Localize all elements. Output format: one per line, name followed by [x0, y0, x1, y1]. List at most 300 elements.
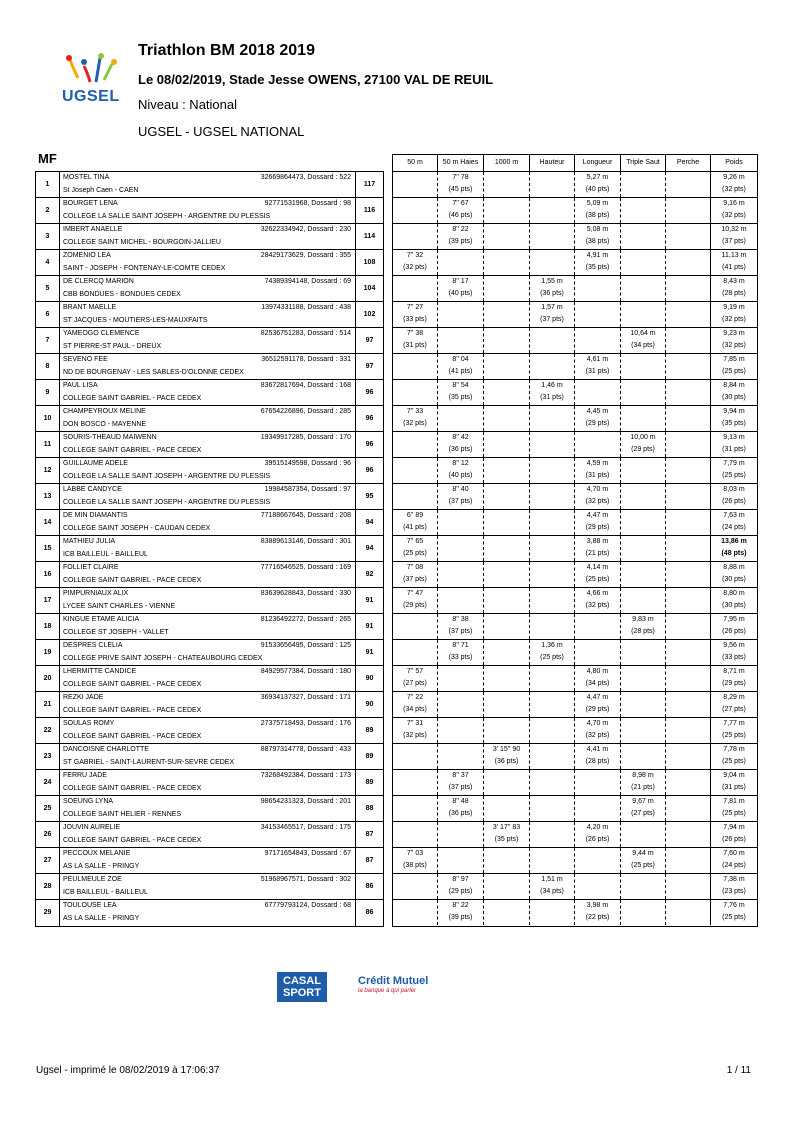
result-cell: [711, 380, 757, 405]
total-points: 91: [355, 614, 383, 640]
result-cell: [711, 224, 757, 249]
event-points: (45 pts): [448, 186, 473, 193]
event-points: (34 pts): [585, 680, 610, 687]
license-dossard: 19349917285, Dossard : 170: [260, 434, 351, 441]
result-cell: [666, 692, 711, 717]
result-cell: [575, 562, 621, 587]
athlete-row: [36, 328, 383, 354]
results-row: [393, 718, 757, 744]
rank-cell: 10: [36, 406, 60, 432]
result-cell: [484, 666, 530, 691]
result-cell: [621, 484, 666, 509]
result-cell: [666, 328, 711, 353]
license-dossard: 77716546525, Dossard : 169: [260, 564, 351, 571]
performance: 8,71 m: [723, 668, 745, 675]
athlete-name: SEVENO FEE: [63, 356, 108, 363]
result-cell: [575, 614, 621, 639]
result-cell: [393, 432, 438, 457]
result-cell: [530, 354, 575, 379]
result-cell: [666, 848, 711, 873]
result-cell: [621, 614, 666, 639]
event-points: (36 pts): [540, 290, 564, 297]
performance: 8'' 71: [452, 642, 469, 649]
result-cell: [666, 198, 711, 223]
event-points: (25 pts): [631, 862, 655, 869]
athlete-name: PIMPURNIAUX ALIX: [63, 590, 129, 597]
rank-cell: 29: [36, 900, 60, 926]
page-number: 1 / 11: [726, 1065, 751, 1076]
result-cell: [621, 406, 666, 431]
performance: 7,78 m: [723, 746, 745, 753]
result-cell: [621, 536, 666, 561]
result-cell: [484, 354, 530, 379]
event-points: (36 pts): [448, 810, 473, 817]
result-cell: [393, 900, 438, 925]
performance: 7'' 08: [406, 564, 424, 571]
school-name: COLLEGE SAINT GABRIEL - PACE CEDEX: [63, 577, 202, 584]
results-row: [393, 250, 757, 276]
result-cell: [530, 510, 575, 535]
result-cell: [621, 276, 666, 301]
performance: 3,88 m: [586, 538, 609, 545]
athlete-row: [36, 900, 383, 926]
result-cell: [530, 718, 575, 743]
event-points: (35 pts): [494, 836, 519, 843]
rank-cell: 25: [36, 796, 60, 822]
license-dossard: 98654231323, Dossard : 201: [260, 798, 351, 805]
event-points: (26 pts): [722, 836, 746, 843]
school-name: COLLEGE SAINT JOSEPH - CAUDAN CEDEX: [63, 525, 211, 532]
athlete-name: BOURGET LENA: [63, 200, 118, 207]
result-cell: [666, 224, 711, 249]
result-cell: [438, 874, 484, 899]
performance: 10,64 m: [630, 330, 656, 337]
result-cell: [621, 848, 666, 873]
performance: 7'' 47: [406, 590, 424, 597]
print-timestamp: Ugsel - imprimé le 08/02/2019 à 17:06:37: [36, 1065, 220, 1076]
result-cell: [484, 692, 530, 717]
results-row: [393, 172, 757, 198]
results-row: [393, 822, 757, 848]
result-cell: [393, 796, 438, 821]
performance: 4,41 m: [586, 746, 609, 753]
result-cell: [438, 666, 484, 691]
rank-cell: 28: [36, 874, 60, 900]
result-cell: [621, 562, 666, 587]
athlete-row: [36, 302, 383, 328]
results-row: [393, 302, 757, 328]
result-cell: [621, 354, 666, 379]
result-cell: [393, 588, 438, 613]
total-points: 108: [355, 250, 383, 276]
result-cell: [575, 640, 621, 665]
column-header: 50 m: [393, 155, 438, 171]
column-header: Poids: [725, 159, 743, 166]
result-cell: [484, 406, 530, 431]
column-header: Perche: [666, 155, 711, 171]
athlete-row: [36, 666, 383, 692]
performance: 9,83 m: [632, 616, 654, 623]
results-row: [393, 692, 757, 718]
athlete-name: FOLLIET CLAIRE: [63, 564, 119, 571]
result-cell: [484, 770, 530, 795]
event-points: (32 pts): [722, 186, 746, 193]
result-cell: [530, 536, 575, 561]
performance: 4,70 m: [586, 720, 609, 727]
event-points: (30 pts): [722, 394, 746, 401]
result-cell: [530, 172, 575, 197]
result-cell: [666, 406, 711, 431]
result-cell: [530, 562, 575, 587]
event-points: (31 pts): [585, 368, 610, 375]
license-dossard: 32622334942, Dossard : 230: [260, 226, 351, 233]
total-points: 89: [355, 744, 383, 770]
total-points: 90: [355, 692, 383, 718]
athlete-row: [36, 744, 383, 770]
school-name: ST JACQUES - MOUTIERS-LES-MAUXFAITS: [63, 317, 208, 324]
result-cell: [711, 432, 757, 457]
result-cell: [393, 718, 438, 743]
result-cell: [575, 432, 621, 457]
performance: 3' 17'' 83: [492, 824, 521, 831]
school-name: COLLEGE LA SALLE SAINT JOSEPH - ARGENTRE DU PLESSIS: [63, 473, 271, 480]
result-cell: [393, 770, 438, 795]
license-dossard: 82536751283, Dossard : 514: [260, 330, 351, 337]
result-cell: [711, 640, 757, 665]
license-dossard: 28429173629, Dossard : 355: [260, 252, 351, 259]
result-cell: [393, 822, 438, 847]
athlete-name: PAUL LISA: [63, 382, 98, 389]
event-points: (32 pts): [403, 264, 427, 271]
performance: 7,94 m: [723, 824, 745, 831]
result-cell: [666, 900, 711, 925]
result-cell: [530, 250, 575, 275]
result-cell: [438, 172, 484, 197]
school-name: COLLEGE SAINT GABRIEL - PACE CEDEX: [63, 447, 202, 454]
result-cell: [484, 432, 530, 457]
results-row: [393, 796, 757, 822]
result-cell: [711, 848, 757, 873]
event-points: (35 pts): [448, 394, 473, 401]
event-points: (25 pts): [722, 810, 746, 817]
event-points: (31 pts): [540, 394, 564, 401]
performance: 1,51 m: [541, 876, 563, 883]
column-header: Longueur: [575, 155, 621, 171]
result-cell: [711, 692, 757, 717]
athlete-name: ZOMENIO LEA: [63, 252, 111, 259]
result-cell: [666, 744, 711, 769]
total-points: 97: [355, 328, 383, 354]
result-cell: [393, 874, 438, 899]
event-points: (25 pts): [540, 654, 564, 661]
license-dossard: 27375718493, Dossard : 176: [260, 720, 351, 727]
school-name: SAINT - JOSEPH - FONTENAY-LE-COMTE CEDEX: [63, 265, 226, 272]
result-cell: [621, 224, 666, 249]
result-cell: [438, 640, 484, 665]
performance: 8'' 22: [452, 226, 469, 233]
event-points: (29 pts): [448, 888, 473, 895]
athlete-name: MOSTEL TINA: [63, 174, 110, 181]
results-header-row: [393, 155, 757, 172]
total-points: 91: [355, 640, 383, 666]
event-points: (22 pts): [585, 914, 610, 921]
result-cell: [575, 848, 621, 873]
result-cell: [438, 770, 484, 795]
performance: 4,14 m: [586, 564, 609, 571]
results-row: [393, 406, 757, 432]
result-cell: [393, 484, 438, 509]
result-cell: [711, 562, 757, 587]
total-points: 91: [355, 588, 383, 614]
event-points: (23 pts): [722, 888, 746, 895]
performance: 4,61 m: [586, 356, 609, 363]
school-name: CBB BONDUES - BONDUES CEDEX: [63, 291, 181, 298]
license-dossard: 83889613146, Dossard : 301: [260, 538, 351, 545]
event-points: (21 pts): [631, 784, 655, 791]
total-points: 96: [355, 432, 383, 458]
athlete-row: [36, 588, 383, 614]
performance: 8,80 m: [723, 590, 745, 597]
rank-cell: 15: [36, 536, 60, 562]
results-row: [393, 510, 757, 536]
athlete-name: LABBE CANDYCE: [63, 486, 122, 493]
result-cell: [530, 484, 575, 509]
result-cell: [711, 588, 757, 613]
result-cell: [621, 198, 666, 223]
event-points: (29 pts): [403, 602, 427, 609]
result-cell: [393, 198, 438, 223]
event-points: (35 pts): [722, 420, 746, 427]
rank-cell: 22: [36, 718, 60, 744]
performance: 9,16 m: [723, 200, 745, 207]
result-cell: [711, 250, 757, 275]
result-cell: [530, 588, 575, 613]
result-cell: [393, 562, 438, 587]
license-dossard: 81236492272, Dossard : 265: [260, 616, 351, 623]
license-dossard: 91533656495, Dossard : 125: [260, 642, 351, 649]
athlete-row: [36, 614, 383, 640]
result-cell: [575, 380, 621, 405]
organization: UGSEL - UGSEL NATIONAL: [138, 124, 305, 139]
total-points: 95: [355, 484, 383, 510]
athlete-row: [36, 276, 383, 302]
performance: 9,26 m: [723, 174, 745, 181]
athlete-row: [36, 354, 383, 380]
school-name: COLLEGE LA SALLE SAINT JOSEPH - ARGENTRE DU PLESSIS: [63, 213, 271, 220]
event-points: (32 pts): [403, 732, 427, 739]
performance: 4,66 m: [586, 590, 609, 597]
total-points: 89: [355, 718, 383, 744]
result-cell: [666, 380, 711, 405]
performance: 7'' 57: [406, 668, 424, 675]
performance: 7'' 67: [452, 200, 469, 207]
rank-cell: 20: [36, 666, 60, 692]
results-row: [393, 874, 757, 900]
athlete-name: FERRU JADE: [63, 772, 107, 779]
result-cell: [711, 718, 757, 743]
result-cell: [711, 822, 757, 847]
result-cell: [530, 770, 575, 795]
result-cell: [711, 458, 757, 483]
event-points: (37 pts): [448, 498, 473, 505]
event-points: (25 pts): [722, 368, 746, 375]
result-cell: [711, 796, 757, 821]
result-cell: [484, 276, 530, 301]
result-cell: [393, 640, 438, 665]
total-points: 97: [355, 354, 383, 380]
result-cell: [530, 900, 575, 925]
athlete-row: [36, 640, 383, 666]
athlete-name: LHERMITTE CANDICE: [63, 668, 137, 675]
result-cell: [575, 874, 621, 899]
performance: 8,88 m: [723, 564, 745, 571]
casal-sport-logo: CASAL SPORT: [277, 972, 327, 1002]
performance: 7'' 31: [406, 720, 424, 727]
performance: 7,85 m: [723, 356, 745, 363]
total-points: 114: [355, 224, 383, 250]
result-cell: [621, 432, 666, 457]
result-cell: [621, 380, 666, 405]
school-name: ICB BAILLEUL - BAILLEUL: [63, 551, 148, 558]
performance: 8'' 17: [452, 278, 469, 285]
results-row: [393, 458, 757, 484]
athlete-row: [36, 406, 383, 432]
result-cell: [484, 198, 530, 223]
result-cell: [575, 692, 621, 717]
result-cell: [666, 458, 711, 483]
result-cell: [393, 614, 438, 639]
event-points: (25 pts): [722, 914, 746, 921]
performance: 8'' 38: [452, 616, 469, 623]
result-cell: [575, 276, 621, 301]
rank-cell: 16: [36, 562, 60, 588]
event-points: (40 pts): [585, 186, 610, 193]
result-cell: [530, 198, 575, 223]
athlete-row: [36, 718, 383, 744]
event-points: (41 pts): [722, 264, 746, 271]
result-cell: [484, 848, 530, 873]
performance: 7'' 38: [406, 330, 424, 337]
result-cell: [530, 744, 575, 769]
event-points: (37 pts): [722, 238, 746, 245]
athlete-row: [36, 848, 383, 874]
result-cell: [484, 380, 530, 405]
event-points: (39 pts): [448, 238, 473, 245]
rank-cell: 13: [36, 484, 60, 510]
total-points: 87: [355, 848, 383, 874]
event-points: (32 pts): [585, 732, 610, 739]
athlete-row: [36, 796, 383, 822]
result-cell: [530, 874, 575, 899]
performance: 9,19 m: [723, 304, 745, 311]
result-cell: [393, 250, 438, 275]
result-cell: [438, 848, 484, 873]
result-cell: [711, 198, 757, 223]
result-cell: [711, 406, 757, 431]
athletes-table: [35, 171, 384, 927]
performance: 4,59 m: [586, 460, 609, 467]
result-cell: [484, 588, 530, 613]
event-points: (31 pts): [585, 472, 610, 479]
athlete-name: BRANT MAELLE: [63, 304, 117, 311]
event-points: (26 pts): [722, 628, 746, 635]
result-cell: [666, 640, 711, 665]
event-points: (27 pts): [722, 706, 746, 713]
result-cell: [438, 224, 484, 249]
results-row: [393, 770, 757, 796]
result-cell: [438, 276, 484, 301]
result-cell: [438, 796, 484, 821]
ugsel-logo: UGSEL: [60, 52, 128, 108]
performance: 1,36 m: [541, 642, 563, 649]
result-cell: [393, 406, 438, 431]
result-cell: [666, 484, 711, 509]
event-points: (40 pts): [448, 472, 473, 479]
result-cell: [530, 640, 575, 665]
school-name: DON BOSCO - MAYENNE: [63, 421, 147, 428]
result-cell: [711, 302, 757, 327]
athlete-row: [36, 692, 383, 718]
result-cell: [575, 198, 621, 223]
event-points: (46 pts): [448, 212, 473, 219]
event-level: Niveau : National: [138, 97, 237, 112]
performance: 8,43 m: [723, 278, 745, 285]
result-cell: [438, 588, 484, 613]
column-header: Hauteur: [530, 155, 575, 171]
event-points: (29 pts): [722, 680, 746, 687]
result-cell: [438, 380, 484, 405]
result-cell: [575, 406, 621, 431]
school-name: COLLEGE SAINT HELIER - RENNES: [63, 811, 182, 818]
result-cell: [484, 744, 530, 769]
event-points: (38 pts): [403, 862, 427, 869]
event-points: (37 pts): [540, 316, 564, 323]
results-table: [392, 154, 758, 927]
event-points: (27 pts): [403, 680, 427, 687]
result-cell: [711, 172, 757, 197]
performance: 9,13 m: [723, 434, 745, 441]
total-points: 86: [355, 874, 383, 900]
result-cell: [530, 432, 575, 457]
results-row: [393, 276, 757, 302]
result-cell: [575, 536, 621, 561]
result-cell: [621, 640, 666, 665]
license-dossard: 97171654843, Dossard : 67: [264, 850, 351, 857]
result-cell: [666, 536, 711, 561]
result-cell: [666, 432, 711, 457]
result-cell: [484, 718, 530, 743]
athlete-row: [36, 822, 383, 848]
athlete-row: [36, 432, 383, 458]
column-header: 50 m Haies: [438, 155, 484, 171]
athlete-name: TOULOUSE LEA: [63, 902, 117, 909]
license-dossard: 36934137327, Dossard : 171: [260, 694, 351, 701]
event-points: (32 pts): [585, 602, 610, 609]
results-row: [393, 484, 757, 510]
rank-cell: 14: [36, 510, 60, 536]
performance: 8'' 97: [452, 876, 469, 883]
performance: 9,04 m: [723, 772, 745, 779]
results-row: [393, 432, 757, 458]
performance: 7'' 32: [406, 252, 424, 259]
event-points: (25 pts): [585, 576, 610, 583]
athlete-row: [36, 484, 383, 510]
performance: 8'' 48: [452, 798, 469, 805]
athlete-name: DANCOISNE CHARLOTTE: [63, 746, 149, 753]
result-cell: [393, 224, 438, 249]
result-cell: [621, 900, 666, 925]
event-points: (36 pts): [448, 446, 473, 453]
